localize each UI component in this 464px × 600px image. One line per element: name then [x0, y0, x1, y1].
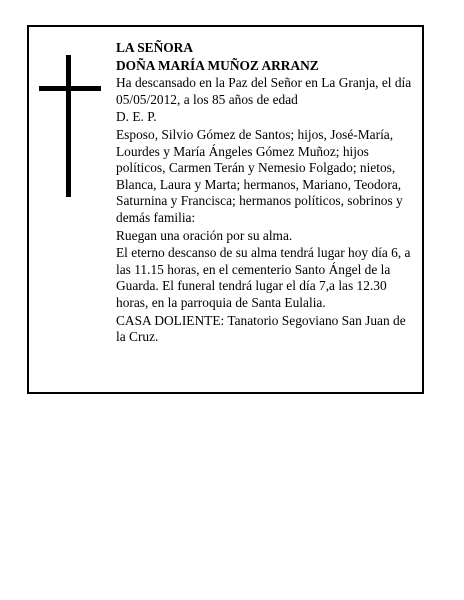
obituary-notice — [27, 25, 424, 394]
cross-horizontal-bar — [39, 86, 101, 91]
service-details: El eterno descanso de su alma tendrá lugar hoy día 6, a las 11.15 horas, en el cementerio Santo Ángel de la Guarda. El funeral tendrá lugar el día 7,a las 12.30 horas, en la parroquia de Santa Eulalia. — [116, 245, 411, 310]
prayer-request: Ruegan una oración por su alma. — [116, 227, 293, 243]
obituary-text — [116, 40, 418, 346]
family-list: Esposo, Silvio Gómez de Santos; hijos, José-María, Lourdes y María Ángeles Gómez Muñoz; hijos políticos, Carmen Terán y Nemesio Folgado; nietos, Blanca, Laura y Marta; hermanos, Mariano, Teodora, Saturnina y Francisca; hermanos políticos, sobrinos y demás familia: — [116, 126, 403, 225]
mourning-house: CASA DOLIENTE: Tanatorio Segoviano San Juan de la Cruz. — [116, 312, 406, 345]
death-announcement: Ha descansado en la Paz del Señor en La Granja, el día 05/05/2012, a los 85 años de edad — [116, 75, 412, 107]
cross-vertical-bar — [66, 55, 71, 197]
title-line-1: LA SEÑORA — [116, 40, 194, 55]
rip-abbreviation: D. E. P. — [116, 109, 157, 125]
deceased-name: DOÑA MARÍA MUÑOZ ARRANZ — [116, 57, 319, 73]
cross-icon — [39, 55, 101, 197]
